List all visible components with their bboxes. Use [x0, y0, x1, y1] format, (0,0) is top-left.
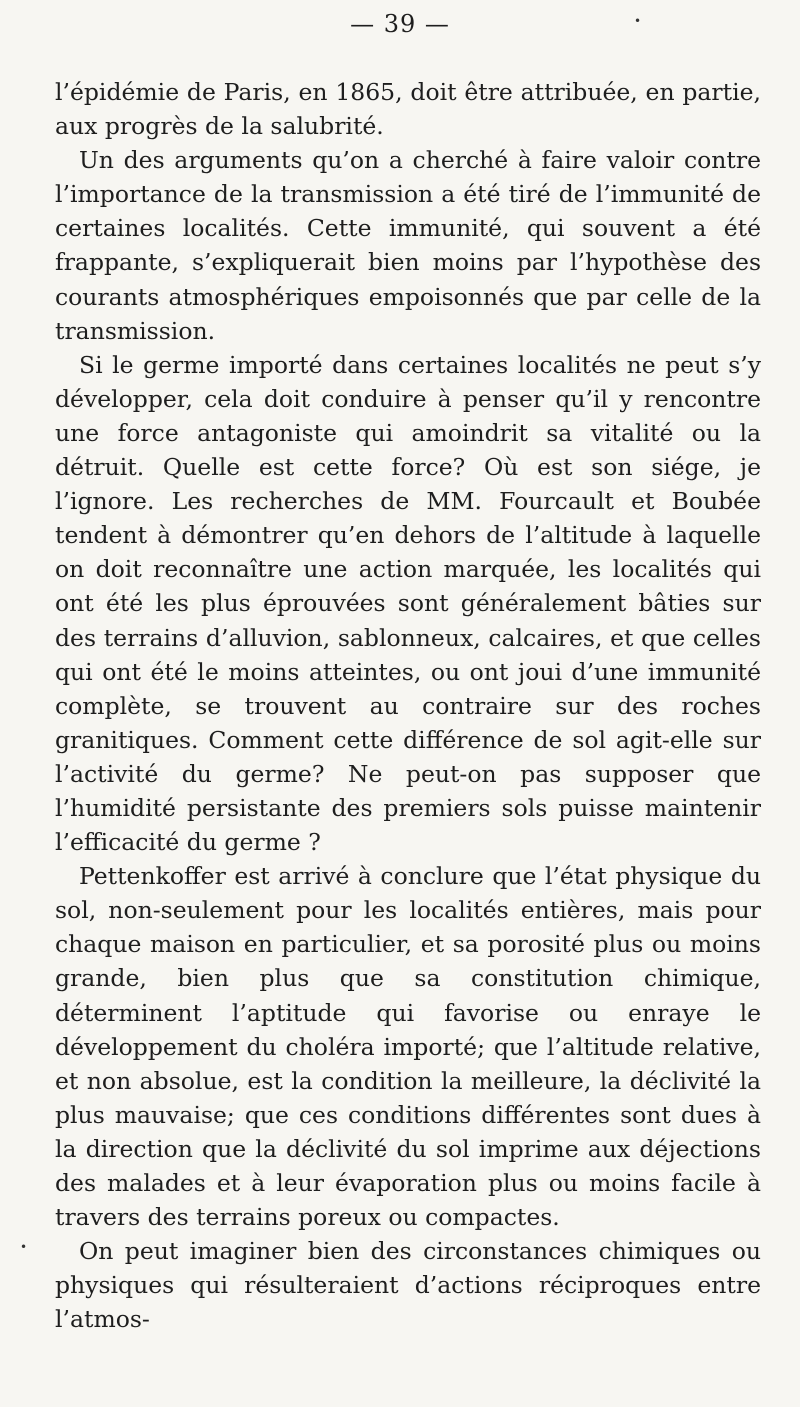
ink-dot-mark: •	[20, 1240, 28, 1254]
paragraph: Pettenkoffer est arrivé à conclure que l’état physique du sol, non-seulement pour les localités entières, mais pour chaque maison en particulier, et sa porosité plus ou moins grande, bien plus que sa constitution chimique, déterminent l’aptitude qui favorise ou enraye le développement du choléra importé; que l’altitude relative, et non absolue, est la condition la meilleure, la déclivité la plus mauvaise; que ces conditions différentes sont dues à la direction que la déclivité du sol imprime aux déjections des malades et à leur évaporation plus ou moins facile à travers des terrains poreux ou compactes.	[55, 862, 761, 1232]
paragraph: Si le germe importé dans certaines localités ne peut s’y développer, cela doit conduire à penser qu’il y rencontre une force antagoniste qui amoindrit sa vitalité ou la détruit. Quelle est cette force? Où est son siége, je l’ignore. Les recherches de MM. Fourcault et Boubée tendent à démontrer qu’en dehors de l’altitude à laquelle on doit reconnaître une action marquée, les localités qui ont été les plus éprouvées sont généralement bâties sur des terrains d’alluvion, sablonneux, calcaires, et que celles qui ont été le moins atteintes, ou ont joui d’une immunité complète, se trouvent au contraire sur des roches granitiques. Comment cette différence de sol agit-elle sur l’activité du germe? Ne peut-on pas supposer que l’humidité persistante des premiers sols puisse maintenir l’efficacité du germe ?	[55, 350, 761, 857]
ink-dot-mark: •	[634, 14, 642, 28]
body-text	[55, 75, 761, 1336]
paragraph: On peut imaginer bien des circonstances chimiques ou physiques qui résulteraient d’actions réciproques entre l’atmos-	[55, 1237, 761, 1334]
paragraph: l’épidémie de Paris, en 1865, doit être attribuée, en partie, aux progrès de la salubrité.	[55, 78, 761, 141]
page-number-header: — 39 —	[350, 10, 450, 38]
paragraph: Un des arguments qu’on a cherché à faire valoir contre l’importance de la transmission a été tiré de l’immunité de certaines localités. Cette immunité, qui souvent a été frappante, s’expliquerait bien moins par l’hypothèse des courants atmosphériques empoisonnés que par celle de la transmission.	[55, 146, 761, 345]
